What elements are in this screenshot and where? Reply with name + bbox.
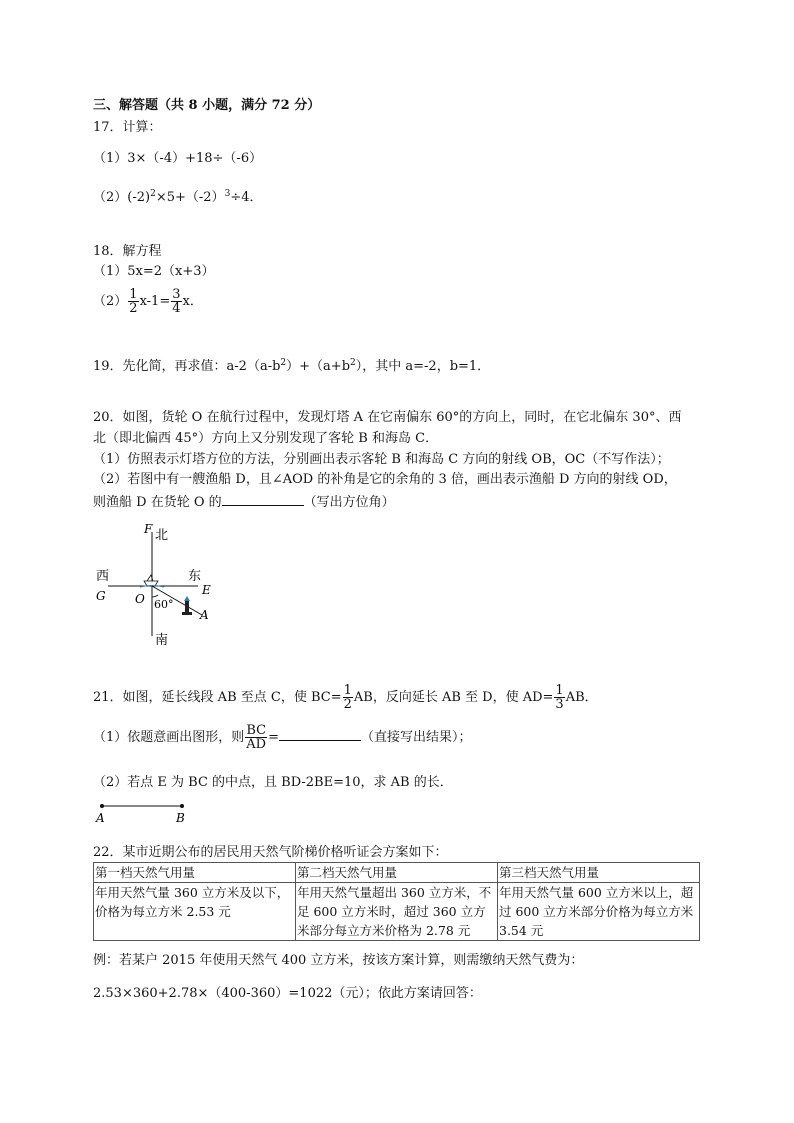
lighthouse-icon (182, 596, 192, 615)
q21-fraction-c (245, 724, 267, 751)
q17-exp1: 2 (150, 189, 156, 199)
q21-fa-den: 2 (343, 697, 352, 712)
cargo-ship-icon (140, 575, 164, 587)
label-angle-60: 60° (154, 598, 174, 611)
angle-arc (152, 595, 158, 597)
label-south: 南 (155, 633, 169, 648)
label-O: O (135, 592, 145, 606)
q19-b: ）+（a+b (286, 359, 351, 374)
q21-line2-a: （1）依题意画出图形，则 (93, 730, 245, 745)
price-table (93, 862, 700, 941)
q19-a: 19．先化简，再求值：a-2（a-b (93, 359, 281, 374)
price-table-cell: 年用天然气量 600 立方米以上，超过 600 立方米部分价格为每立方米 3.54 元 (498, 883, 700, 941)
point-B-dot (180, 804, 184, 808)
q21-fraction-a (343, 684, 353, 711)
q21-line1-c: AB． (565, 690, 598, 705)
q21-answer-blank[interactable] (279, 728, 361, 741)
q18-title: 18．解方程 (93, 244, 162, 259)
q21-fb-den: 3 (555, 697, 564, 712)
q21-line1-b: AB，反向延长 AB 至 D，使 AD= (353, 690, 554, 705)
price-table-row (94, 883, 700, 941)
q21-fb-num: 1 (555, 683, 564, 698)
label-north: 北 (155, 528, 169, 543)
q21-line2 (93, 723, 472, 753)
q20-line2: 北（即北偏西 45°）方向上又分别发现了客轮 B 和海岛 C． (93, 431, 439, 446)
price-table-cell: 年用天然气量 360 立方米及以下，价格为每立方米 2.53 元 (94, 883, 296, 941)
q21-fraction-b (554, 684, 564, 711)
q20-line5-a: 则渔船 D 在货轮 O 的 (93, 495, 222, 510)
q20-line4: （2）若图中有一艘渔船 D，且∠AOD 的补角是它的余角的 3 倍，画出表示渔船 D 方向的射线 OD， (93, 472, 677, 487)
q21-line1-a: 21．如图，延长线段 AB 至点 C，使 BC= (93, 690, 342, 705)
q18-part2-mid: x-1= (139, 294, 171, 309)
q20-line5-b: （写出方位角） (303, 495, 395, 510)
q22-example: 例：若某户 2015 年使用天然气 400 立方米，按该方案计算，则需缴纳天然气费为： (93, 953, 584, 968)
label-A: A (200, 608, 209, 622)
price-table-header: 第二档天然气用量 (296, 863, 498, 883)
q21-fc-num: BC (246, 723, 267, 738)
q20-line1: 20．如图，货轮 O 在航行过程中，发现灯塔 A 在它南偏东 60°的方向上，同时，在它北偏东 30°、西 (93, 410, 682, 425)
point-A-label: A (96, 811, 105, 825)
label-east: 东 (188, 569, 202, 584)
q20-answer-blank[interactable] (222, 493, 304, 506)
q17-part2 (93, 190, 262, 206)
q21-segment-figure (92, 800, 202, 828)
q19-exp1: 2 (280, 358, 287, 368)
section-heading: 三、解答题（共 8 小题，满分 72 分） (93, 98, 321, 113)
q18-f1-den: 2 (129, 301, 138, 316)
q18-part2 (93, 287, 203, 317)
q18-f2-num: 3 (172, 287, 181, 302)
q18-fraction-1 (128, 288, 138, 315)
point-B-label: B (176, 811, 185, 825)
q17-exp2: 3 (224, 189, 231, 199)
q19-c: ），其中 a=-2，b=1． (355, 359, 491, 374)
q21-line3: （2）若点 E 为 BC 的中点，且 BD-2BE=10，求 AB 的长． (93, 775, 453, 790)
price-table-header: 第三档天然气用量 (498, 863, 700, 883)
q19-exp2: 2 (350, 358, 356, 368)
q21-line1 (93, 683, 598, 713)
q18-f2-den: 4 (172, 301, 181, 316)
label-west: 西 (96, 569, 110, 584)
q18-fraction-2 (171, 288, 181, 315)
price-table-header-row (94, 863, 700, 883)
q17-title: 17．计算： (93, 120, 162, 135)
q21-fc-den: AD (246, 737, 267, 752)
q17-part2-a: （2）(-2) (93, 190, 151, 205)
label-E: E (202, 583, 211, 597)
q21-line2-c: （直接写出结果）； (361, 730, 472, 745)
q19-text (93, 359, 490, 375)
q20-direction-figure (92, 518, 232, 648)
label-F: F (144, 522, 153, 536)
q22-calc: 2.53×360+2.78×（400-360）=1022（元）；依此方案请回答： (93, 986, 482, 1001)
q17-part1: （1）3×（-4）+18÷（-6） (93, 151, 263, 166)
price-table-header: 第一档天然气用量 (94, 863, 296, 883)
q22-intro: 22．某市近期公布的居民用天然气阶梯价格听证会方案如下： (93, 845, 448, 860)
q21-fa-num: 1 (343, 683, 352, 698)
label-G: G (96, 589, 106, 603)
q18-f1-num: 1 (129, 287, 138, 302)
price-table-cell: 年用天然气量超出 360 立方米，不足 600 立方米时，超过 360 立方米部分每立方米价格为 2.78 元 (296, 883, 498, 941)
q18-part1: （1）5x=2（x+3） (93, 264, 215, 279)
q17-part2-b: ×5+（-2） (155, 190, 225, 205)
q18-part2-suffix: x． (182, 294, 203, 309)
q17-part2-c: ÷4． (230, 190, 263, 205)
q21-line2-b: = (268, 730, 279, 745)
q20-line5 (93, 493, 395, 511)
q18-part2-prefix: （2） (93, 294, 128, 309)
q20-line3: （1）仿照表示灯塔方位的方法，分别画出表示客轮 B 和海岛 C 方向的射线 OB，OC（不写作法）； (93, 452, 670, 467)
point-A-dot (100, 804, 104, 808)
